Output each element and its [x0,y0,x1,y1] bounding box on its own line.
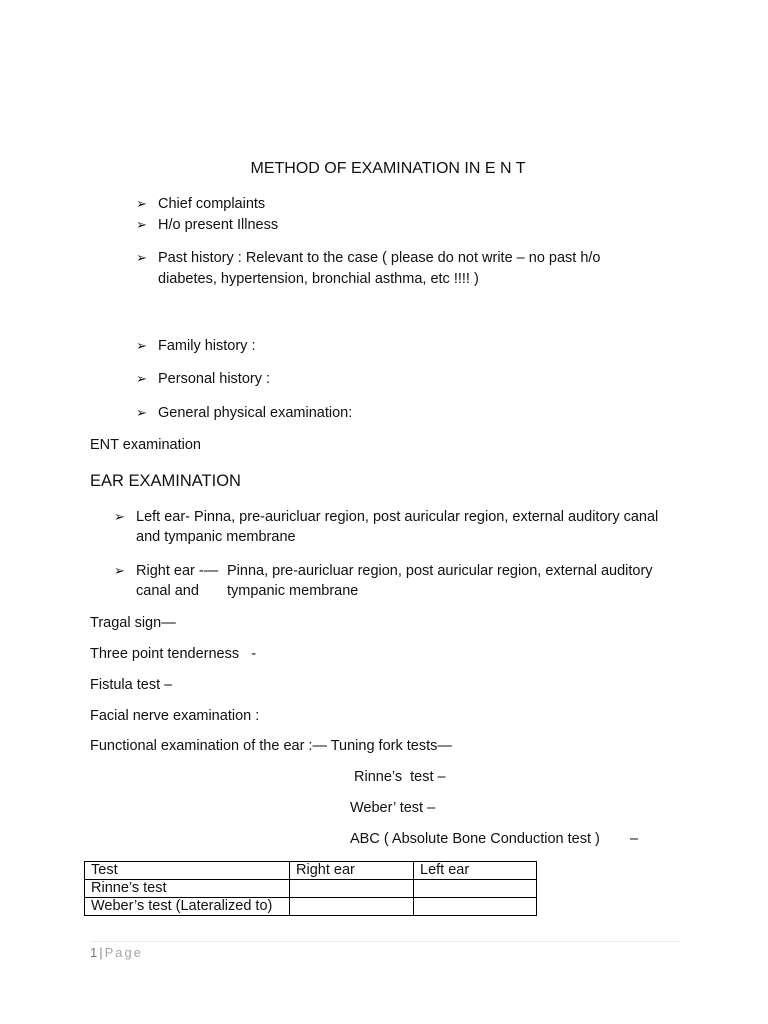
table-header-cell: Test [85,862,290,880]
footer-separator: | [99,945,103,960]
arrowhead-bullet-icon: ➢ [114,563,125,578]
abc-test: ABC ( Absolute Bone Conduction test ) [350,831,600,847]
tragal-sign: Tragal sign— [90,615,176,631]
ent-examination-label: ENT examination [90,437,201,453]
table-row [85,898,537,916]
weber-test: Weber’ test – [350,800,436,816]
three-point-tenderness: Three point tenderness - [90,646,257,662]
facial-nerve-examination: Facial nerve examination : [90,708,260,724]
arrowhead-bullet-icon: ➢ [136,405,147,420]
arrowhead-bullet-icon: ➢ [136,196,147,211]
tuning-fork-results-table [84,861,537,916]
table-cell [290,880,414,898]
ear-examination-heading: EAR EXAMINATION [90,472,241,490]
rinne-test: Rinne’s test – [354,769,446,785]
document-title: METHOD OF EXAMINATION IN E N T [250,160,526,177]
table-header-cell: Left ear [414,862,537,880]
arrowhead-bullet-icon: ➢ [136,371,147,386]
abc-test-dash: – [630,831,639,847]
arrowhead-bullet-icon: ➢ [136,250,147,265]
table-cell: Weber’s test (Lateralized to) [85,898,290,916]
functional-examination: Functional examination of the ear :— Tuning fork tests— [90,738,452,754]
table-cell [290,898,414,916]
arrowhead-bullet-icon: ➢ [136,338,147,353]
fistula-test: Fistula test – [90,677,173,693]
page-label: Page [104,945,143,960]
footer-divider [90,941,680,942]
right-ear-line2b: tympanic membrane [227,583,359,599]
table-cell [414,898,537,916]
arrowhead-bullet-icon: ➢ [114,509,125,524]
page-footer [90,945,143,960]
table-header-cell: Right ear [290,862,414,880]
table-cell [414,880,537,898]
page-number: 1 [90,945,98,960]
table-row [85,880,537,898]
right-ear-line1: Pinna, pre-auricluar region, post auricular region, external auditory [227,563,653,579]
right-ear-line2a: canal and [136,583,199,599]
arrowhead-bullet-icon: ➢ [136,217,147,232]
table-header-row [85,862,537,880]
table-cell: Rinne’s test [85,880,290,898]
